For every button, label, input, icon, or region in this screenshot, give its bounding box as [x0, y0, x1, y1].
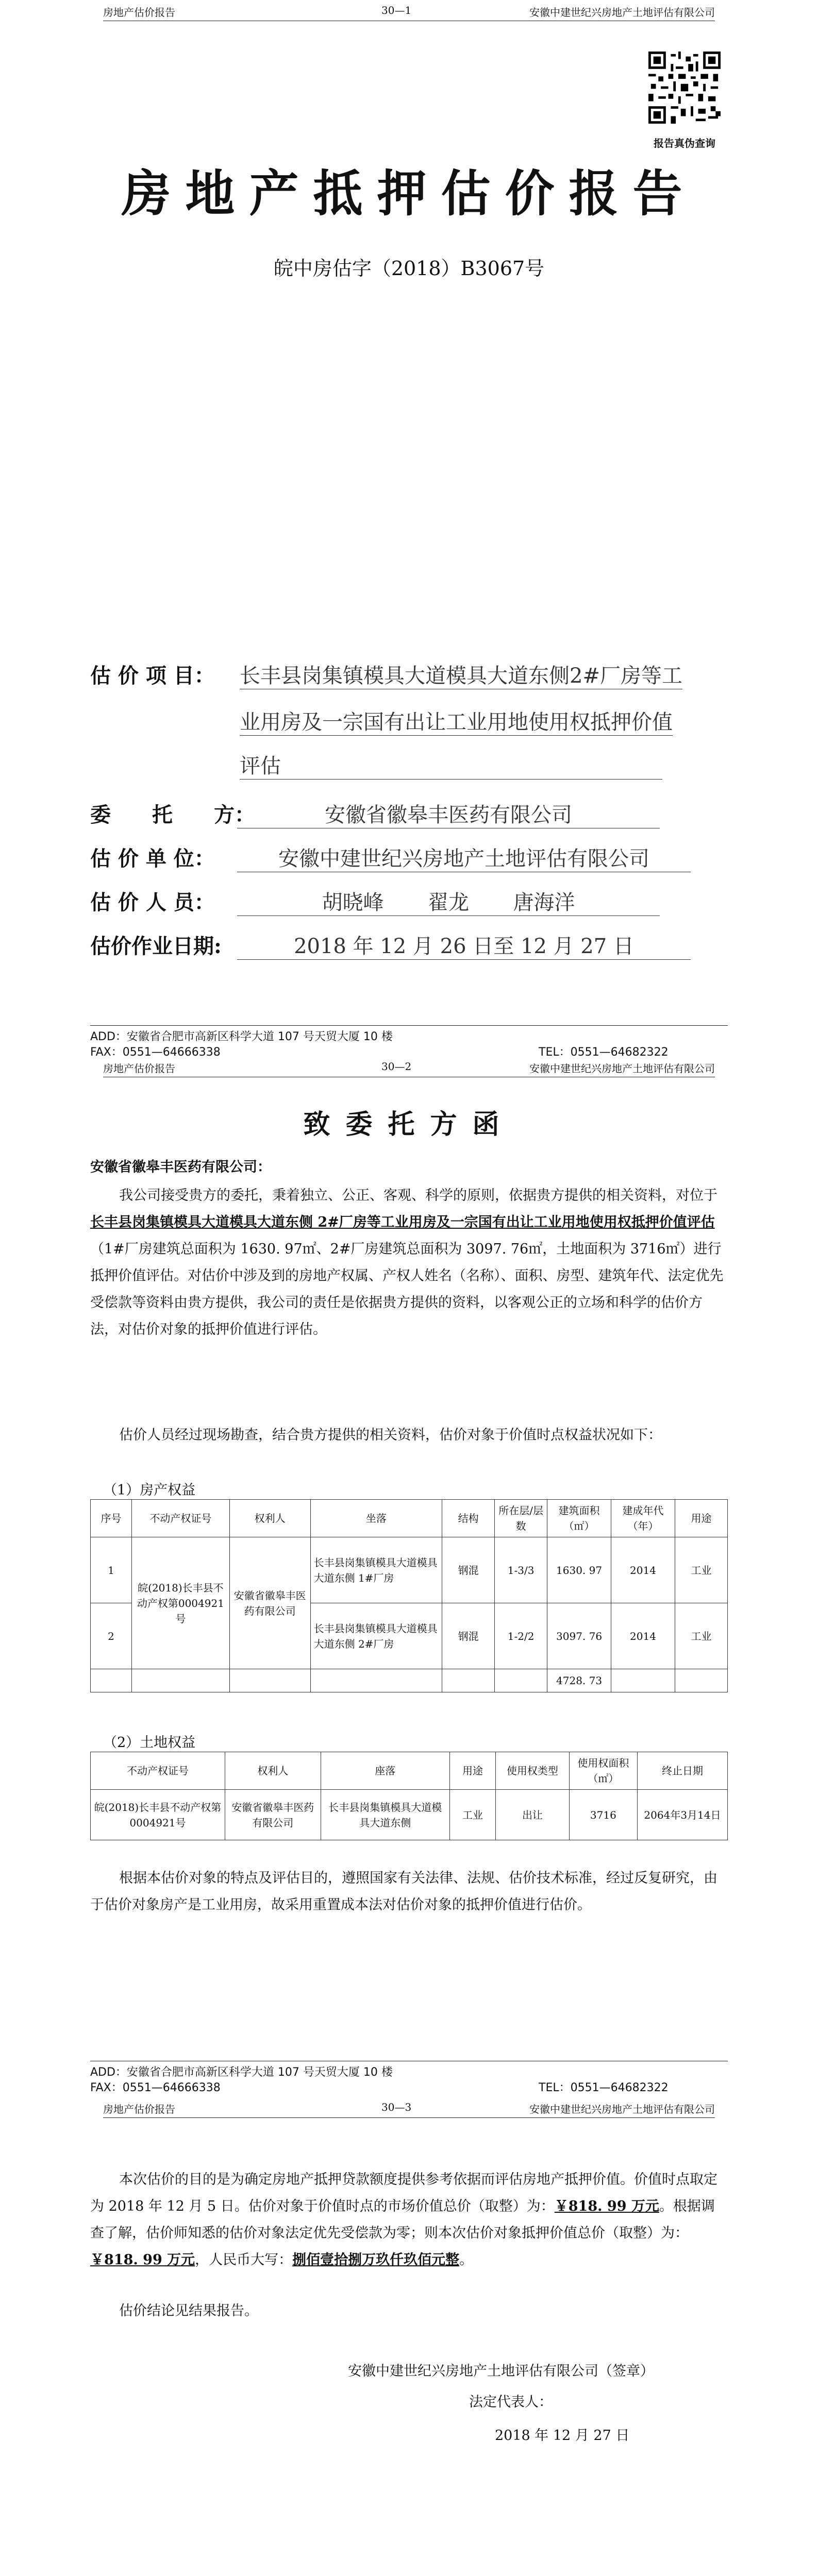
appraiser-label: 估 价 单 位：	[90, 846, 215, 871]
total-area: 4728. 73	[547, 1669, 611, 1692]
table-row: 2 长丰县岗集镇模具大道模具大道东侧 2#厂房 钢混 1-2/2 3097. 76 2014 工业	[91, 1603, 728, 1669]
letter-salutation: 安徽省徽皋丰医药有限公司：	[90, 1159, 271, 1175]
page-header	[103, 2097, 715, 2118]
table-header-cell: 使用权面积（㎡）	[569, 1752, 637, 1790]
table-row: 1 皖(2018)长丰县不动产权第0004921号 安徽省徽皋丰医药有限公司 长丰县岗集镇模具大道模具大道东侧 1#厂房 钢混 1-3/3 1630. 97 2014 工业	[91, 1537, 728, 1603]
footer-address: ADD：安徽省合肥市高新区科学大道 107 号天贸大厦 10 楼	[90, 1030, 393, 1043]
house-rights-table	[90, 1499, 728, 1692]
footer-address: ADD：安徽省合肥市高新区科学大道 107 号天贸大厦 10 楼	[90, 2066, 393, 2079]
letter-body-2: 估价人员经过现场勘查，结合贵方提供的相关资料，估价对象于价值时点权益状况如下：	[119, 1427, 662, 1443]
header-right: 安徽中建世纪兴房地产土地评估有限公司	[529, 6, 715, 19]
signature-rep: 法定代表人：	[469, 2394, 553, 2410]
footer-fax: FAX：0551—64666338	[90, 1046, 221, 1059]
staff-label: 估 价 人 员：	[90, 890, 215, 914]
table-header-cell: 所在层/层数	[495, 1500, 547, 1537]
conclusion-body: 本次估价的目的是为确定房地产抵押贷款额度提供参考依据而评估房地产抵押价值。价值时点取定为 2018 年 12 月 5 日。估价对象于价值时点的市场价值总价（取整）为：￥818. 99 万元。根据调查了解，估价师知悉的估价对象法定优先受偿款为零；则本次估价对象抵押价值总价（取整）为：￥818. 99 万元，人民币大写：捌佰壹拾捌万玖仟玖佰元整。	[90, 2172, 717, 2268]
footer-tel: TEL：0551—64682322	[539, 2081, 669, 2094]
table-header-cell: 建成年代（年）	[611, 1500, 675, 1537]
report-title: 房地产抵押估价报告	[121, 164, 697, 223]
header-page-no: 30—3	[381, 2101, 412, 2113]
table-header-cell: 坐落	[310, 1500, 442, 1537]
table-header-cell: 权利人	[229, 1500, 310, 1537]
table-header-cell: 座落	[321, 1752, 449, 1790]
signature-date: 2018 年 12 月 27 日	[495, 2428, 630, 2444]
page-conclusion	[0, 2097, 818, 2576]
mortgage-value-upper: 捌佰壹拾捌万玖仟玖佰元整	[292, 2252, 460, 2268]
page-letter	[0, 1056, 818, 2094]
land-rights-heading: （2）土地权益	[103, 1735, 196, 1751]
table-header-cell: 用途	[675, 1500, 727, 1537]
project-line-2: 业用房及一宗国有出让工业用地使用权抵押价值	[240, 706, 673, 736]
table-header-cell: 使用权类型	[496, 1752, 570, 1790]
page-header	[103, 1056, 715, 1077]
table-header-cell: 序号	[91, 1500, 132, 1537]
header-left: 房地产估价报告	[103, 6, 175, 19]
header-page-no: 30—2	[381, 1060, 412, 1073]
project-label: 估 价 项 目：	[90, 664, 215, 688]
client-value: 安徽省徽皋丰医药有限公司	[237, 799, 660, 828]
table-header-row	[91, 1500, 728, 1537]
letter-title: 致委托方函	[303, 1109, 515, 1140]
qr-code-icon[interactable]	[648, 52, 721, 124]
land-rights-table	[90, 1752, 728, 1840]
signature-company: 安徽中建世纪兴房地产土地评估有限公司（签章）	[348, 2363, 654, 2379]
header-right: 安徽中建世纪兴房地产土地评估有限公司	[529, 2103, 715, 2115]
staff-1: 胡晓峰	[322, 891, 384, 914]
mortgage-value: ￥818. 99 万元	[90, 2252, 195, 2268]
table-header-cell: 用途	[449, 1752, 495, 1790]
table-header-cell: 不动产权证号	[132, 1500, 230, 1537]
table-row: 皖(2018)长丰县不动产权第0004921号 安徽省徽皋丰医药有限公司 长丰县岗集镇模具大道模具大道东侧 工业 出让 3716 2064年3月14日	[91, 1790, 728, 1840]
letter-body-1: 我公司接受贵方的委托，秉着独立、公正、客观、科学的原则，依据贵方提供的相关资料，对位于长丰县岗集镇模具大道模具大道东侧 2#厂房等工业用房及一宗国有出让工业用地使用权抵押价值评估（1#厂房建筑总面积为 1630. 97㎡、2#厂房建筑总面积为 3097. 76㎡，土地面积为 3716㎡）进行抵押价值评估。对估价中涉及到的房地产权属、产权人姓名（名称）、面积、房型、建筑年代、法定优先受偿款等资料由贵方提供，我公司的责任是依据贵方提供的资料，以客观公正的立场和科学的估价方法，对估价对象的抵押价值进行评估。	[90, 1188, 724, 1337]
table-total-row	[91, 1669, 728, 1692]
letter-body-3: 根据本估价对象的特点及评估目的，遵照国家有关法律、法规、估价技术标准，经过反复研究，由于估价对象房产是工业用房，故采用重置成本法对估价对象的抵押价值进行估价。	[90, 1870, 717, 1913]
header-right: 安徽中建世纪兴房地产土地评估有限公司	[529, 1062, 715, 1075]
table-header-cell: 结构	[442, 1500, 495, 1537]
footer-fax: FAX：0551—64666338	[90, 2081, 221, 2094]
date-value: 2018 年 12 月 26 日至 12 月 27 日	[237, 930, 691, 960]
header-page-no: 30—1	[381, 4, 412, 16]
house-rights-heading: （1）房产权益	[103, 1482, 196, 1498]
date-label: 估价作业日期:	[90, 934, 222, 958]
doc-number: 皖中房估字（2018）B3067号	[273, 257, 545, 280]
appraiser-value: 安徽中建世纪兴房地产土地评估有限公司	[237, 842, 691, 872]
table-header-row	[91, 1752, 728, 1790]
table-header-cell: 终止日期	[637, 1752, 727, 1790]
market-value: ￥818. 99 万元	[554, 2198, 659, 2214]
staff-3: 唐海洋	[513, 891, 575, 914]
header-left: 房地产估价报告	[103, 2103, 175, 2115]
header-left: 房地产估价报告	[103, 1062, 175, 1075]
footer-rule	[90, 1025, 728, 1026]
client-label: 委 托 方：	[90, 803, 255, 827]
qr-label: 报告真伪查询	[654, 137, 715, 149]
table-header-cell: 权利人	[225, 1752, 321, 1790]
project-line-1: 长丰县岗集镇模具大道模具大道东侧2#厂房等工	[240, 659, 682, 689]
table-header-cell: 不动产权证号	[91, 1752, 225, 1790]
page-cover	[0, 0, 818, 1059]
project-line-3: 评估	[240, 750, 662, 779]
page-header	[103, 0, 715, 21]
table-header-cell: 建筑面积（㎡）	[547, 1500, 611, 1537]
staff-value	[237, 886, 660, 916]
conclusion-note: 估价结论见结果报告。	[119, 2303, 258, 2319]
project-highlight: 长丰县岗集镇模具大道模具大道东侧 2#厂房等工业用房及一宗国有出让工业用地使用权抵押价值评估	[90, 1214, 715, 1230]
staff-2: 翟龙	[428, 891, 469, 914]
footer-tel: TEL：0551—64682322	[539, 1046, 669, 1059]
